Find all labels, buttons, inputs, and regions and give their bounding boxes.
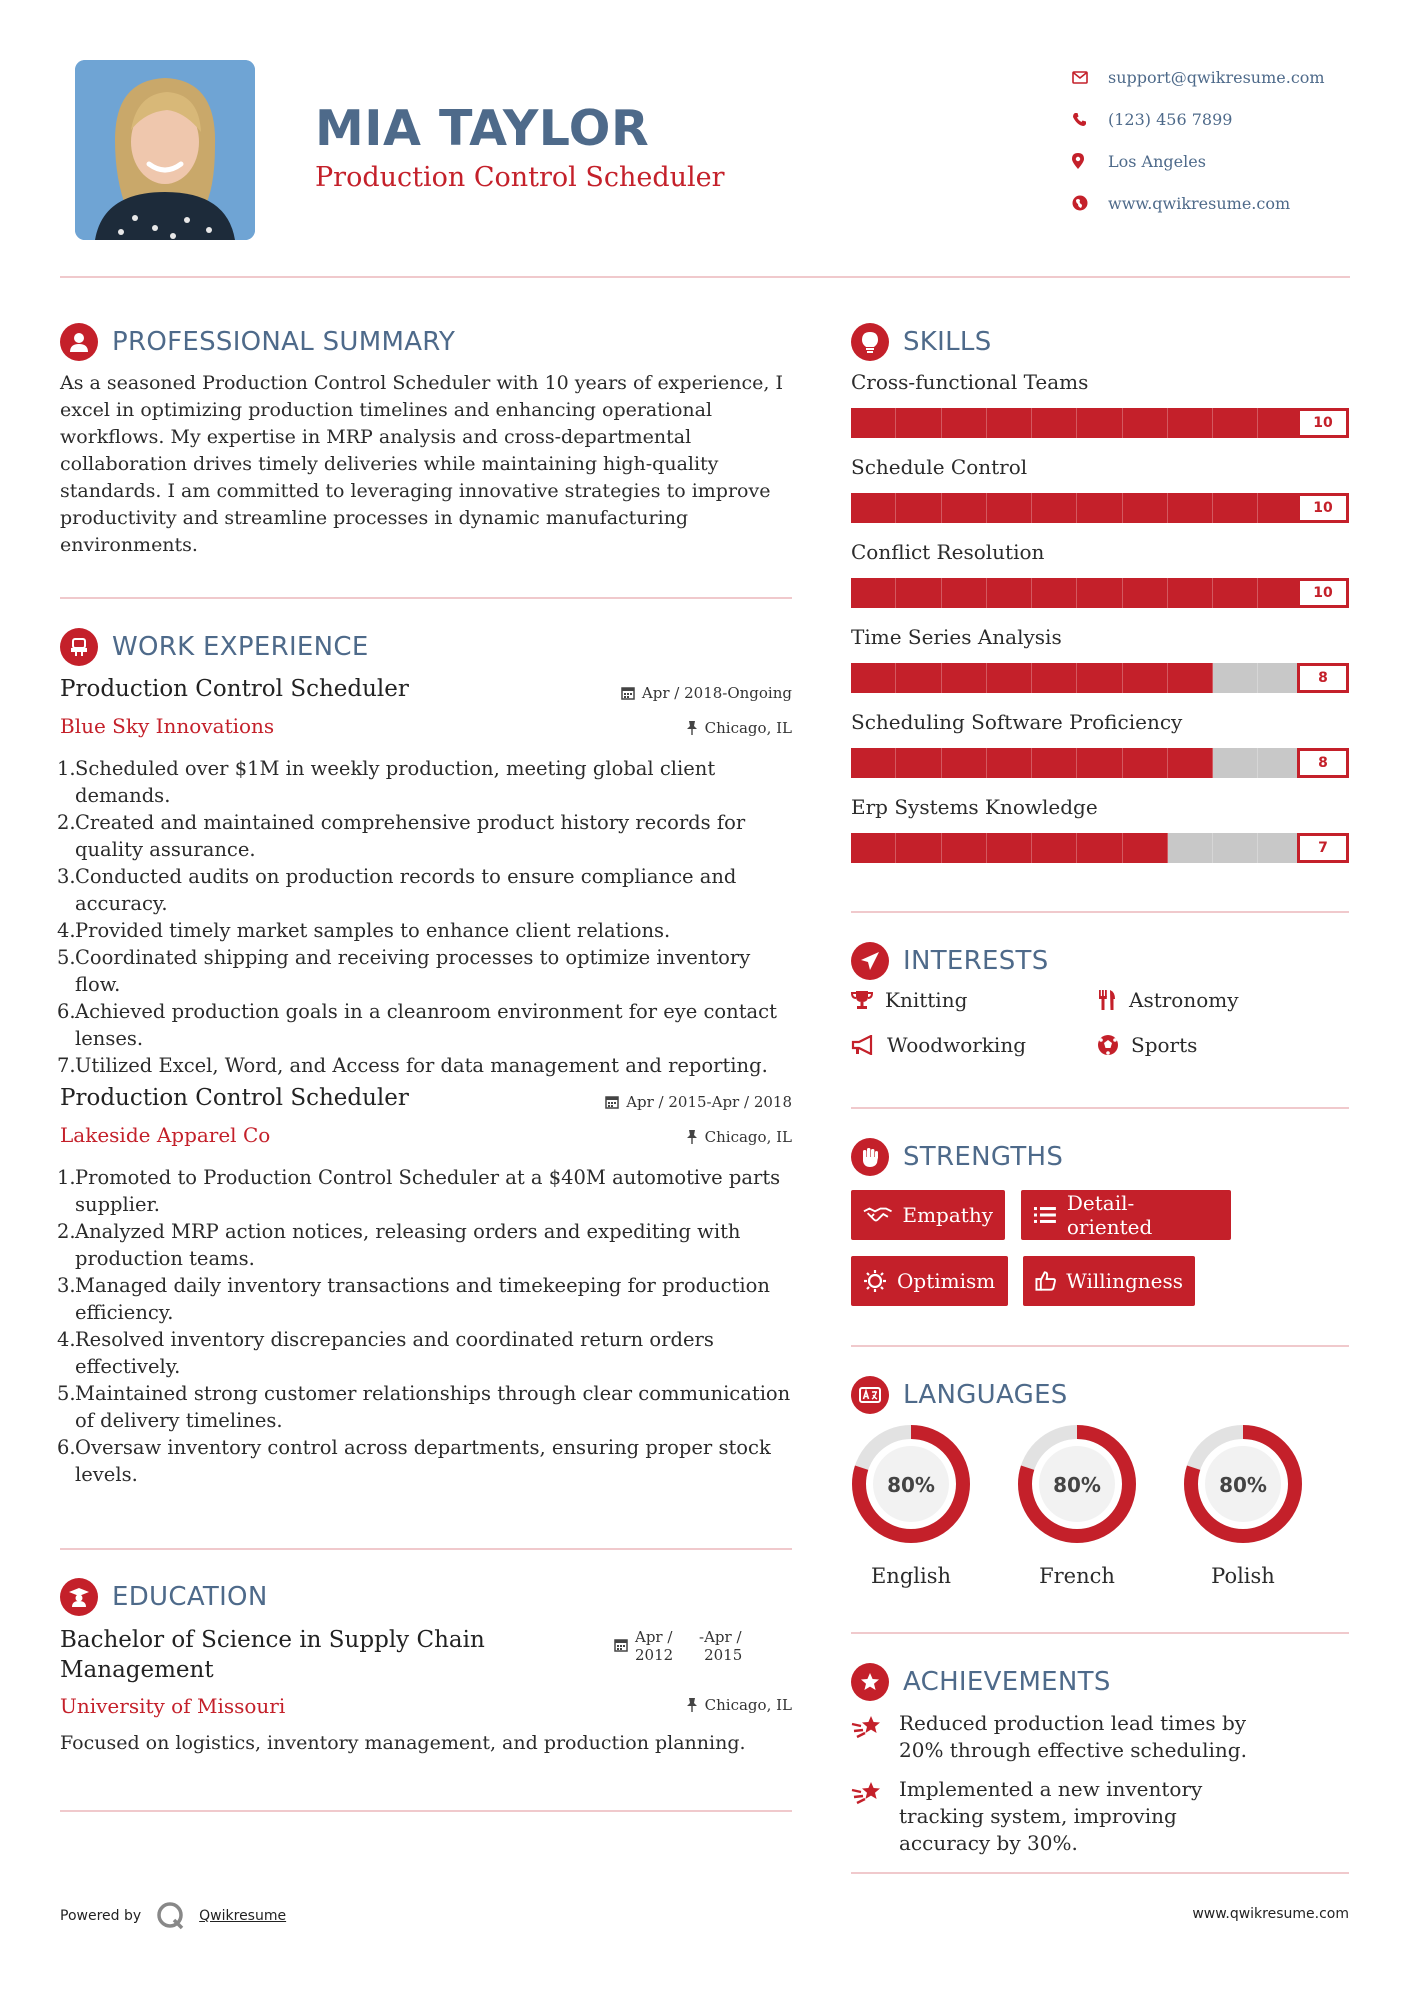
skill-bar: [851, 493, 1349, 523]
list-item: 2. Analyzed MRP action notices, releasing orders and expediting with production teams.: [57, 1220, 741, 1270]
language-name: English: [870, 1564, 952, 1588]
job-1-location-text: Chicago, IL: [704, 719, 792, 737]
language-name: Polish: [1211, 1564, 1275, 1588]
skill-bar-segment: [942, 748, 987, 778]
skill-bar-segment: [987, 748, 1032, 778]
candidate-name: MIA TAYLOR: [315, 100, 650, 157]
list-item: 1. Promoted to Production Control Scheduler at a $40M automotive parts supplier.: [57, 1166, 781, 1216]
job-1-company: Blue Sky Innovations: [60, 714, 275, 738]
skill-bar-segment: [1168, 663, 1213, 693]
skill-bar-segment: [1213, 833, 1258, 863]
header-divider: [60, 276, 1350, 278]
contact-location: [1072, 140, 1325, 182]
language-icon: [851, 1376, 889, 1414]
skill-bar-segment: [1077, 748, 1122, 778]
job-2-location: [560, 1128, 792, 1146]
skill-item: [851, 455, 1349, 523]
pushpin-icon: [686, 721, 698, 735]
contact-block: [1072, 56, 1325, 224]
language-donut: [1015, 1422, 1139, 1546]
language-percent: 80%: [1219, 1473, 1267, 1497]
list-item: 7. Utilized Excel, Word, and Access for data management and reporting.: [57, 1054, 768, 1077]
skill-bar-segment: [896, 408, 941, 438]
pushpin-icon: [686, 1130, 698, 1144]
language-item: [1015, 1422, 1139, 1588]
skill-bar-segment: [1213, 408, 1258, 438]
skill-bar-segment: [1168, 578, 1213, 608]
shooting-star-icon: [851, 1778, 885, 1806]
skill-bar-segment: [851, 578, 896, 608]
skill-bar-segment: [1123, 663, 1168, 693]
skill-bar-segment: [942, 493, 987, 523]
contact-location-text: Los Angeles: [1108, 151, 1206, 171]
skill-score: 10: [1297, 408, 1349, 438]
skill-bar-segment: [942, 408, 987, 438]
skill-bar-segment: [851, 833, 896, 863]
job-2-dates: [540, 1093, 792, 1111]
job-1-dates-text: Apr / 2018-Ongoing: [641, 684, 792, 702]
education-title: EDUCATION: [112, 1582, 268, 1612]
calendar-icon: [605, 1095, 619, 1109]
skill-bar-segment: [1123, 833, 1168, 863]
skill-bar-segment: [1168, 748, 1213, 778]
contact-email-text: support@qwikresume.com: [1108, 67, 1325, 87]
skill-bar-segment: [987, 833, 1032, 863]
skill-bar-segment: [987, 663, 1032, 693]
shooting-star-icon: [851, 1712, 885, 1740]
language-item: [849, 1422, 973, 1588]
skill-bar: [851, 408, 1349, 438]
job-1-dates: [560, 684, 792, 702]
skill-bar-segment: [1032, 578, 1077, 608]
strengths-heading: [851, 1138, 1063, 1176]
handshake-icon: [863, 1205, 892, 1225]
skill-bar: [851, 833, 1349, 863]
education-date-start: Apr / 2012: [635, 1628, 674, 1664]
achievement-item: Implemented a new inventory tracking system, improving accuracy by 30%.: [851, 1776, 1271, 1857]
list-item: 2. Created and maintained comprehensive product history records for quality assurance.: [57, 811, 746, 861]
languages-title: LANGUAGES: [903, 1380, 1068, 1410]
skill-bar-segment: [851, 408, 896, 438]
skill-score: 8: [1297, 663, 1349, 693]
skill-bar-segment: [1168, 493, 1213, 523]
footer-powered-by: Powered by Qwikresume: [60, 1900, 286, 1932]
skill-score: 8: [1297, 748, 1349, 778]
skill-bar-segment: [896, 748, 941, 778]
experience-heading: [60, 628, 369, 666]
strength-willingness: Willingness: [1023, 1256, 1195, 1306]
education-location-text: Chicago, IL: [704, 1696, 792, 1714]
skill-item: [851, 625, 1349, 693]
interest-woodworking: Woodworking: [851, 1033, 1026, 1057]
calendar-icon: [621, 686, 635, 700]
fist-icon: [851, 1138, 889, 1176]
list-item: 3. Conducted audits on production records to ensure compliance and accuracy.: [57, 865, 737, 915]
job-2-location-text: Chicago, IL: [704, 1128, 792, 1146]
skill-bar: [851, 578, 1349, 608]
experience-title: WORK EXPERIENCE: [112, 632, 369, 662]
languages-heading: [851, 1376, 1068, 1414]
skill-bar-segment: [942, 663, 987, 693]
strength-optimism: Optimism: [851, 1256, 1008, 1306]
candidate-role: Production Control Scheduler: [315, 162, 725, 193]
skill-bar-segment: [1032, 493, 1077, 523]
language-donut: [1181, 1422, 1305, 1546]
skill-score: 7: [1297, 833, 1349, 863]
skill-bar-segment: [1213, 663, 1258, 693]
map-pin-icon: [1072, 153, 1108, 169]
footer-website[interactable]: www.qwikresume.com: [1192, 1906, 1349, 1922]
skill-name: Schedule Control: [851, 455, 1028, 479]
profile-photo: [75, 60, 255, 240]
job-2-title: Production Control Scheduler: [60, 1085, 409, 1111]
skill-bar-segment: [942, 833, 987, 863]
skill-bar-segment: [1032, 748, 1077, 778]
skill-name: Time Series Analysis: [851, 625, 1062, 649]
interests-heading: [851, 942, 1049, 980]
strengths-divider: [851, 1345, 1349, 1347]
skill-bar-segment: [851, 748, 896, 778]
skill-bar: [851, 663, 1349, 693]
job-1-title: Production Control Scheduler: [60, 676, 409, 702]
phone-icon: [1072, 112, 1108, 127]
education-location: [560, 1696, 792, 1714]
education-heading: [60, 1578, 268, 1616]
skill-bar: [851, 748, 1349, 778]
skill-item: [851, 370, 1349, 438]
thumbs-up-icon: [1035, 1270, 1056, 1292]
utensils-icon: [1097, 989, 1117, 1011]
language-item: [1181, 1422, 1305, 1588]
skill-bar-segment: [1168, 833, 1213, 863]
list-item: 6. Achieved production goals in a cleanroom environment for eye contact lenses.: [57, 1000, 777, 1050]
qwikresume-logo-icon: [155, 1900, 187, 1932]
star-badge-icon: [851, 1663, 889, 1701]
education-school: University of Missouri: [60, 1694, 286, 1718]
interest-sports: Sports: [1097, 1033, 1197, 1057]
trophy-icon: [851, 989, 873, 1011]
skill-bar-segment: [1123, 408, 1168, 438]
sun-icon: [863, 1269, 887, 1293]
list-item: 4. Provided timely market samples to enhance client relations.: [57, 919, 671, 942]
skill-name: Scheduling Software Proficiency: [851, 710, 1183, 734]
language-donut: [849, 1422, 973, 1546]
pushpin-icon: [686, 1698, 698, 1712]
skill-bar-segment: [942, 578, 987, 608]
contact-phone-text: (123) 456 7899: [1108, 109, 1233, 129]
education-dates: Apr / 2012 - Apr / 2015: [614, 1628, 794, 1664]
skill-bar-segment: [851, 493, 896, 523]
skill-name: Conflict Resolution: [851, 540, 1045, 564]
skill-bar-segment: [1032, 833, 1077, 863]
strengths-title: STRENGTHS: [903, 1142, 1064, 1172]
list-item: 3. Managed daily inventory transactions and timekeeping for production efficiency.: [57, 1274, 770, 1324]
footer-brand-link[interactable]: Qwikresume: [199, 1908, 287, 1924]
user-icon: [60, 323, 98, 361]
skill-bar-segment: [896, 578, 941, 608]
skill-bar-segment: [1032, 408, 1077, 438]
skill-score: 10: [1297, 493, 1349, 523]
interest-knitting: Knitting: [851, 988, 967, 1012]
achievements-heading: [851, 1663, 1111, 1701]
language-percent: 80%: [1053, 1473, 1101, 1497]
list-item: 1. Scheduled over $1M in weekly production, meeting global client demands.: [57, 757, 716, 807]
education-date-end: Apr / 2015: [704, 1628, 743, 1664]
skills-divider: [851, 911, 1349, 913]
language-name: French: [1039, 1564, 1115, 1588]
skill-bar-segment: [1032, 663, 1077, 693]
interests-divider: [851, 1107, 1349, 1109]
summary-heading: [60, 323, 455, 361]
summary-text: As a seasoned Production Control Scheduler with 10 years of experience, I excel in optimizing production timelines and enhancing operational workflows. My expertise in MRP analysis and cross-departmental collaboration drives timely deliveries while maintaining high-quality standards. I am committed to leveraging innovative strategies to improve productivity and streamline processes in dynamic manufacturing environments.: [60, 372, 783, 556]
calendar-icon: [614, 1638, 628, 1652]
skill-bar-segment: [1123, 578, 1168, 608]
globe-icon: [1072, 195, 1108, 211]
job-2-responsibilities: [57, 1164, 797, 1488]
briefcase-icon: [60, 628, 98, 666]
list-item: 4. Resolved inventory discrepancies and coordinated return orders effectively.: [57, 1328, 714, 1378]
paper-plane-icon: [851, 942, 889, 980]
graduate-icon: [60, 1578, 98, 1616]
contact-phone[interactable]: [1072, 98, 1325, 140]
skill-bar-segment: [896, 663, 941, 693]
skill-item: [851, 795, 1349, 863]
summary-title: PROFESSIONAL SUMMARY: [112, 327, 456, 357]
skill-bar-segment: [1213, 493, 1258, 523]
skill-bar-segment: [1077, 663, 1122, 693]
contact-website[interactable]: [1072, 182, 1325, 224]
language-percent: 80%: [887, 1473, 935, 1497]
skill-bar-segment: [987, 408, 1032, 438]
interest-astronomy: Astronomy: [1097, 988, 1239, 1012]
list-item: 5. Coordinated shipping and receiving processes to optimize inventory flow.: [57, 946, 751, 996]
skill-bar-segment: [1213, 578, 1258, 608]
skill-bar-segment: [1123, 493, 1168, 523]
list-item: 5. Maintained strong customer relationships through clear communication of delivery timelines.: [57, 1382, 791, 1432]
skill-bar-segment: [896, 493, 941, 523]
interests-title: INTERESTS: [903, 946, 1049, 976]
skill-score: 10: [1297, 578, 1349, 608]
job-1-location: [560, 719, 792, 737]
contact-website-text: www.qwikresume.com: [1108, 193, 1291, 213]
education-description: Focused on logistics, inventory management, and production planning.: [60, 1732, 746, 1754]
job-2-company: Lakeside Apparel Co: [60, 1123, 271, 1147]
skill-bar-segment: [1168, 408, 1213, 438]
skill-bar-segment: [1077, 493, 1122, 523]
education-divider: [60, 1810, 792, 1812]
experience-divider: [60, 1548, 792, 1550]
skill-item: [851, 540, 1349, 608]
list-item: 6. Oversaw inventory control across departments, ensuring proper stock levels.: [57, 1436, 771, 1486]
soccer-ball-icon: [1097, 1034, 1119, 1056]
summary-divider: [60, 597, 792, 599]
education-degree: Bachelor of Science in Supply Chain Management: [60, 1627, 485, 1683]
envelope-icon: [1072, 71, 1108, 84]
list-icon: [1033, 1205, 1057, 1225]
languages-divider: [851, 1632, 1349, 1634]
skill-bar-segment: [1213, 748, 1258, 778]
skill-bar-segment: [851, 663, 896, 693]
job-1-responsibilities: [57, 755, 797, 1079]
lightbulb-icon: [851, 323, 889, 361]
job-2-dates-text: Apr / 2015-Apr / 2018: [626, 1093, 792, 1111]
skills-heading: [851, 323, 992, 361]
skill-bar-segment: [896, 833, 941, 863]
skill-bar-segment: [1123, 748, 1168, 778]
skill-item: [851, 710, 1349, 778]
achievements-divider: [851, 1872, 1349, 1874]
skill-bar-segment: [1077, 578, 1122, 608]
achievements-title: ACHIEVEMENTS: [903, 1667, 1111, 1697]
skills-title: SKILLS: [903, 327, 992, 357]
skill-bar-segment: [987, 578, 1032, 608]
achievement-item: Reduced production lead times by 20% through effective scheduling.: [851, 1710, 1271, 1764]
skill-bar-segment: [987, 493, 1032, 523]
skill-name: Cross-functional Teams: [851, 370, 1089, 394]
contact-email[interactable]: [1072, 56, 1325, 98]
megaphone-icon: [851, 1035, 875, 1055]
skill-name: Erp Systems Knowledge: [851, 795, 1098, 819]
skill-bar-segment: [1077, 833, 1122, 863]
strength-detail-oriented: Detail-oriented: [1021, 1190, 1231, 1240]
skill-bar-segment: [1077, 408, 1122, 438]
strength-empathy: Empathy: [851, 1190, 1005, 1240]
